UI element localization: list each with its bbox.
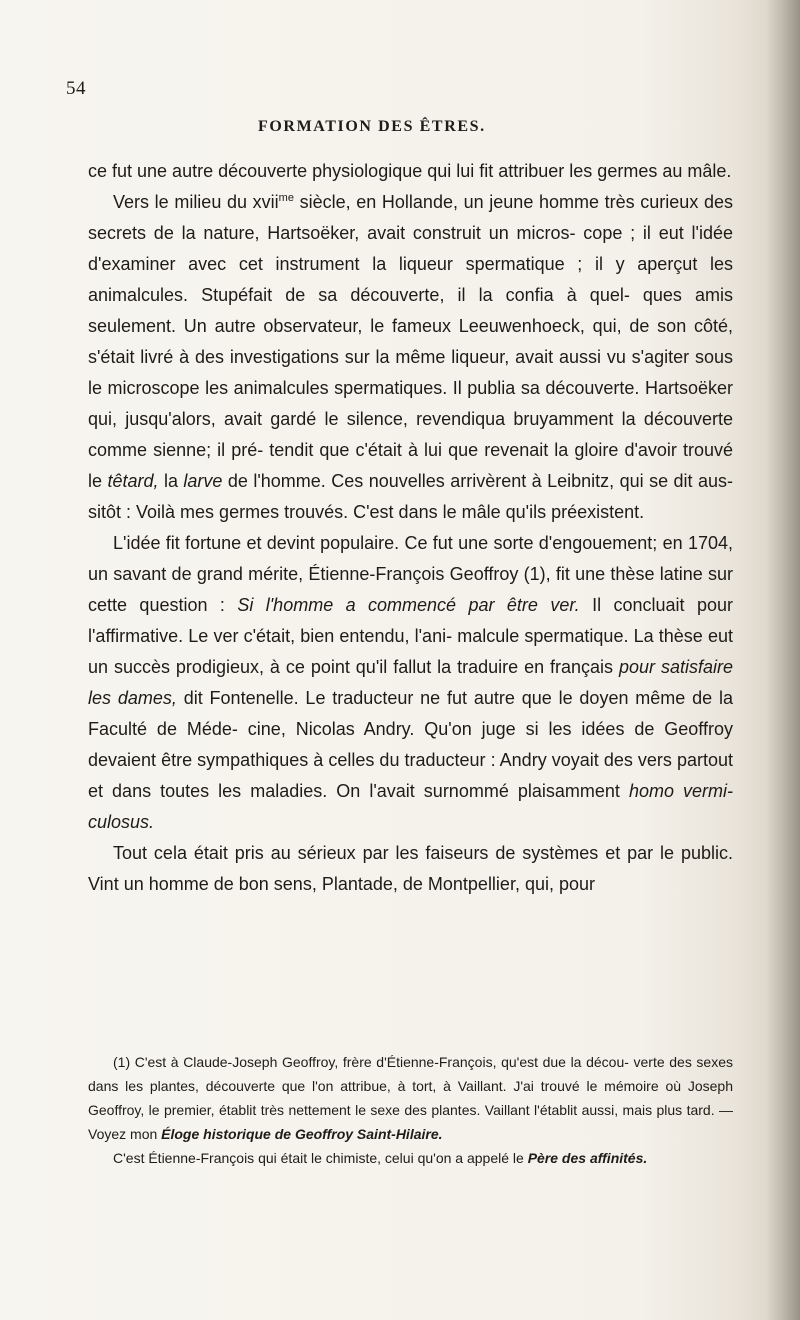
main-text [88, 156, 733, 900]
footnote-1-text: (1) C'est à Claude-Joseph Geoffroy, frère d'Étienne-François, qu'est due la décou- verte des sexes dans les plantes, découverte que l'on attribue, à tort, à Vaillant. J'ai trouvé le mémoire où Joseph Geoffroy, le premier, établit très nettement le sexe des plantes. Vaillant l'établit aussi, mais plus tard. — Voyez mon [88, 1054, 733, 1142]
running-head: FORMATION DES ÊTRES. [258, 118, 486, 135]
paragraph-2-text-3: la [158, 471, 184, 491]
paragraph-1: ce fut une autre découverte physiologique qui lui fit attribuer les germes au mâle. [88, 161, 732, 181]
paragraph-2-text-1: Vers le milieu du xvii [113, 192, 279, 212]
page-edge-shadow [766, 0, 800, 1320]
pour-satisfaire-italic: pour satisfaire les dames, [88, 657, 733, 708]
larve-italic: larve [183, 471, 223, 491]
tetard-italic: têtard, [107, 471, 159, 491]
footnote-2-text: C'est Étienne-François qui était le chimiste, celui qu'on a appelé le [113, 1150, 528, 1166]
footnote-2-italic: Père des affinités. [527, 1150, 648, 1166]
footnotes [88, 1050, 733, 1170]
paragraph-3-text-3: dit Fontenelle. Le traducteur ne fut autre que le doyen même de la Faculté de Méde- cine, Nicolas Andry. Qu'on juge si les idées de Geoffroy devaient être sympathiques à celles du traducteur : Andry voyait des vers partout et dans toutes les maladies. On l'avait surnommé plaisamment [88, 688, 733, 801]
paragraph-2-text-2: siècle, en Hollande, un jeune homme très curieux des secrets de la nature, Hartsoëker, avait construit un micros- cope ; il eut l'idée d'examiner avec cet instrument la liqueur spermatique ; il y aperçut les animalcules. Stupéfait de sa découverte, il la confia à quel- ques amis seulement. Un autre observateur, le fameux Leeuwenhoeck, qui, de son côté, s'était livré à des investigations sur la même liqueur, avait aussi vu s'agiter sous le microscope les animalcules spermatiques. Il publia sa découverte. Hartsoëker qui, jusqu'alors, avait gardé le silence, revendiqua bruyamment la découverte comme sienne; il pré- tendit que c'était à lui que revenait la gloire d'avoir trouvé le [88, 192, 733, 491]
paragraph-2-text-4: de l'homme. Ces nouvelles arrivèrent à Leibnitz, qui se dit aus- sitôt : Voilà mes germes trouvés. C'est dans le mâle qu'ils préexistent. [88, 471, 734, 522]
paragraph-3-text-1: L'idée fit fortune et devint populaire. Ce fut une sorte d'engouement; en 1704, un savant de grand mérite, Étienne-François Geoffroy (1), fit une thèse latine sur cette question : [88, 533, 733, 615]
page-number: 54 [66, 78, 86, 99]
paragraph-4: Tout cela était pris au sérieux par les faiseurs de systèmes et par le public. Vint un homme de bon sens, Plantade, de Montpellier, qui, pour [88, 843, 733, 894]
paragraph-3-text-2: Il concluait pour l'affirmative. Le ver c'était, bien entendu, l'ani- malcule spermatique. La thèse eut un succès prodigieux, à ce point qu'il fallut la traduire en français [88, 595, 733, 677]
homo-vermiculosus-italic: homo vermi- culosus. [88, 781, 733, 832]
footnote-1-italic: Éloge historique de Geoffroy Saint-Hilaire. [161, 1126, 443, 1142]
thesis-title-italic: Si l'homme a commencé par être ver. [237, 595, 580, 615]
century-superscript: me [278, 192, 294, 204]
footnote-1 [88, 1050, 733, 1146]
paragraph-2 [88, 187, 733, 528]
footnote-2 [88, 1146, 733, 1170]
paragraph-3 [88, 528, 733, 838]
